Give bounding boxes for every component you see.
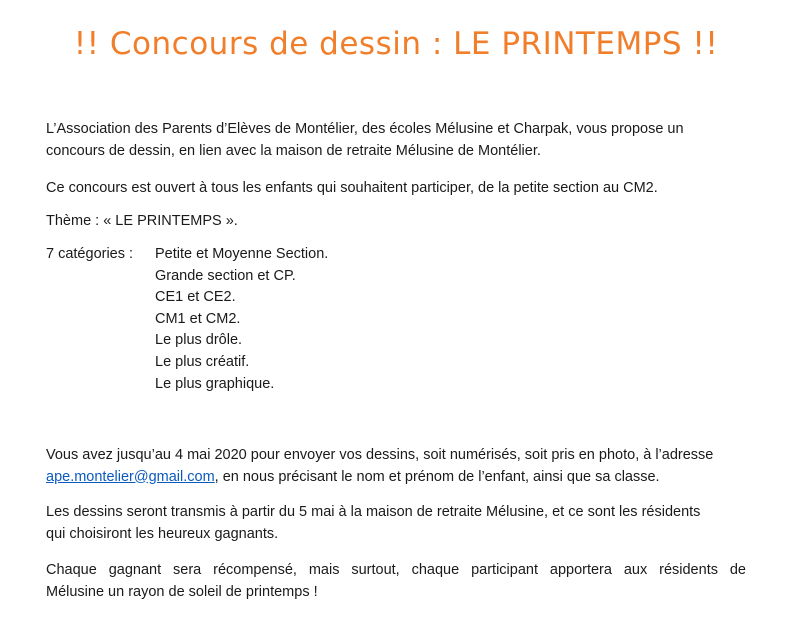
categories-label: 7 catégories : (46, 246, 134, 262)
open-to-text: Ce concours est ouvert à tous les enfants qui souhaitent participer, de la petite section au CM2. (46, 180, 658, 196)
deadline-line-2 (46, 467, 746, 489)
intro-paragraph (46, 119, 746, 162)
closing-line-2: Mélusine un rayon de soleil de printemps ! (46, 583, 318, 600)
category-item: Le plus créatif. (155, 353, 250, 370)
categories-list (155, 244, 328, 395)
transmit-paragraph (46, 502, 746, 545)
transmit-line-2: qui choisiront les heureux gagnants. (46, 525, 279, 542)
deadline-line-2-rest: , en nous précisant le nom et prénom de l’enfant, ainsi que sa classe. (214, 468, 660, 485)
transmit-line-1: Les dessins seront transmis à partir du 5 mai à la maison de retraite Mélusine, et ce sont les résidents (46, 504, 701, 520)
category-item: Le plus graphique. (155, 375, 275, 392)
email-link[interactable]: ape.montelier@gmail.com (46, 468, 215, 485)
closing-line-1: Chaque gagnant sera récompensé, mais surtout, chaque participant apportera aux résidents de (46, 562, 746, 578)
deadline-paragraph (46, 445, 746, 488)
category-item: Petite et Moyenne Section. (155, 246, 329, 262)
open-to-paragraph (46, 178, 746, 200)
theme-paragraph (46, 211, 746, 233)
document-title: !! Concours de dessin : LE PRINTEMPS !! (73, 26, 719, 62)
category-item: CM1 et CM2. (155, 310, 241, 327)
category-item: Le plus drôle. (155, 332, 243, 349)
intro-line-2: concours de dessin, en lien avec la maison de retraite Mélusine de Montélier. (46, 142, 541, 159)
deadline-line-1: Vous avez jusqu’au 4 mai 2020 pour envoyer vos dessins, soit numérisés, soit pris en photo, à l’adresse (46, 447, 714, 463)
intro-line-1: L’Association des Parents d’Elèves de Montélier, des écoles Mélusine et Charpak, vous propose un (46, 121, 684, 137)
category-item: CE1 et CE2. (155, 289, 236, 306)
closing-paragraph (46, 560, 746, 603)
category-item: Grande section et CP. (155, 267, 296, 284)
theme-text: Thème : « LE PRINTEMPS ». (46, 213, 238, 229)
